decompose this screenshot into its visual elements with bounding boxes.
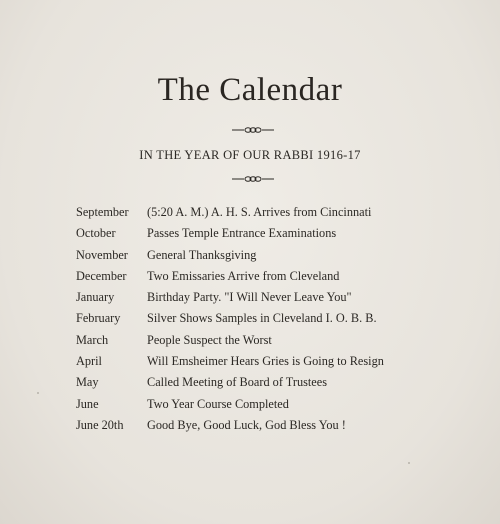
calendar-row-april <box>76 351 476 372</box>
month-label: November <box>76 247 128 262</box>
month-label: October <box>76 226 116 241</box>
month-label: September <box>76 205 129 219</box>
page-title: The Calendar <box>157 72 343 108</box>
month-label: December <box>76 268 127 283</box>
event-text: Good Bye, Good Luck, God Bless You ! <box>147 417 346 432</box>
event-text: Two Year Course Completed <box>147 396 289 411</box>
event-text: Passes Temple Entrance Examinations <box>147 226 337 241</box>
event-text: Birthday Party. "I Will Never Leave You" <box>147 290 352 305</box>
month-label: February <box>76 311 121 326</box>
event-text: People Suspect the Worst <box>147 332 272 347</box>
calendar-row-september <box>76 202 476 223</box>
calendar-row-november <box>76 245 476 266</box>
month-label: March <box>76 332 109 347</box>
event-text: Silver Shows Samples in Cleveland I. O. B. B. <box>147 311 377 326</box>
month-label: April <box>76 354 102 369</box>
event-text: Two Emissaries Arrive from Cleveland <box>147 268 340 283</box>
calendar-row-october <box>76 223 476 244</box>
ornament-divider-bottom <box>232 175 274 183</box>
calendar-list <box>76 202 476 436</box>
calendar-row-january <box>76 287 476 308</box>
event-text: General Thanksgiving <box>147 247 257 262</box>
ornament-divider-top <box>232 126 274 134</box>
calendar-row-june-20th <box>76 415 476 436</box>
calendar-row-may <box>76 372 476 393</box>
paper-speck <box>37 392 39 394</box>
calendar-row-december <box>76 266 476 287</box>
month-label: May <box>76 375 99 390</box>
month-label: June 20th <box>76 417 124 432</box>
event-text: Called Meeting of Board of Trustees <box>147 375 327 390</box>
month-label: June <box>76 396 99 411</box>
event-text: Will Emsheimer Hears Gries is Going to Resign <box>147 354 384 369</box>
month-label: January <box>76 290 115 305</box>
calendar-row-march <box>76 330 476 351</box>
event-text: (5:20 A. M.) A. H. S. Arrives from Cincinnati <box>147 205 372 219</box>
calendar-row-june <box>76 394 476 415</box>
paper-speck <box>408 462 410 464</box>
page-subtitle: IN THE YEAR OF OUR RABBI 1916-17 <box>139 148 361 162</box>
calendar-row-february <box>76 308 476 329</box>
